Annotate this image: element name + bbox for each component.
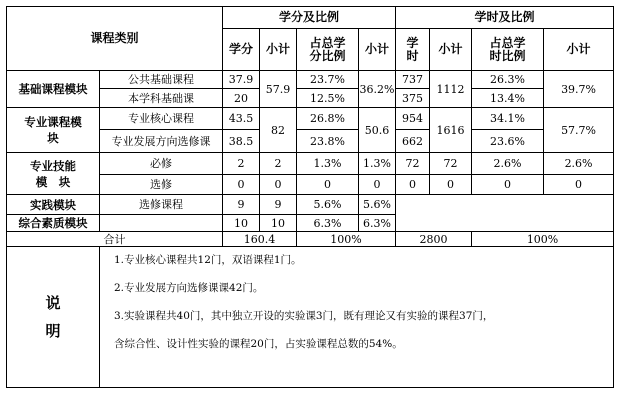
note-line: 含综合性、设计性实验的课程20门，占实验课程总数的54%。 (114, 338, 403, 350)
credit-cell: 37.9 (223, 71, 260, 89)
header-hour-group: 学时及比例 (396, 7, 614, 29)
hours-cell: 662 (396, 130, 430, 153)
course-name: 本学科基础课 (100, 89, 223, 108)
credit-ratio-subtotal-cell: 36.2% (359, 71, 396, 108)
header-credit-ratio-subtotal: 小计 (359, 29, 396, 71)
table-row (7, 71, 614, 89)
hours-subtotal-cell: 72 (430, 153, 472, 175)
hours-cell: 72 (396, 153, 430, 175)
total-label: 合计 (7, 232, 223, 247)
header-credit-subtotal: 小计 (260, 29, 297, 71)
credit-subtotal-cell: 2 (260, 153, 297, 175)
course-name: 选修课程 (100, 195, 223, 215)
credit-cell: 43.5 (223, 108, 260, 130)
note-line: 1.专业核心课程共12门，双语课程1门。 (114, 254, 302, 266)
course-name: 公共基础课程 (100, 71, 223, 89)
module-skill: 专业技能 模 块 (7, 153, 100, 195)
hour-ratio-cell: 2.6% (472, 153, 544, 175)
hours-cell: 0 (396, 175, 430, 195)
credit-ratio-subtotal-cell: 6.3% (359, 215, 396, 232)
credit-ratio-subtotal-cell: 0 (359, 175, 396, 195)
total-hours: 2800 (396, 232, 472, 247)
credit-ratio-cell: 6.3% (297, 215, 359, 232)
total-row (7, 232, 614, 247)
total-credit-ratio: 100% (297, 232, 396, 247)
credit-subtotal-cell: 0 (260, 175, 297, 195)
module-practice: 实践模块 (7, 195, 100, 215)
credit-cell: 0 (223, 175, 260, 195)
credit-cell: 2 (223, 153, 260, 175)
credit-ratio-subtotal-cell: 5.6% (359, 195, 396, 215)
credit-ratio-cell: 1.3% (297, 153, 359, 175)
curriculum-table (6, 6, 614, 388)
module-major: 专业课程模 块 (7, 108, 100, 153)
credit-ratio-cell: 26.8% (297, 108, 359, 130)
credit-ratio-cell: 12.5% (297, 89, 359, 108)
header-credit-ratio: 占总学 分比例 (297, 29, 359, 71)
credit-ratio-subtotal-cell: 1.3% (359, 153, 396, 175)
credit-subtotal-cell: 10 (260, 215, 297, 232)
hours-subtotal-cell: 0 (430, 175, 472, 195)
credit-subtotal-cell: 57.9 (260, 71, 297, 108)
credit-cell: 38.5 (223, 130, 260, 153)
notes-content (100, 247, 614, 388)
hour-ratio-subtotal-cell: 2.6% (544, 153, 614, 175)
header-credit: 学分 (223, 29, 260, 71)
notes-label: 说 明 (7, 247, 100, 388)
hours-cell: 737 (396, 71, 430, 89)
hour-ratio-cell: 23.6% (472, 130, 544, 153)
hour-ratio-cell: 34.1% (472, 108, 544, 130)
note-line: 2.专业发展方向选修课课42门。 (114, 282, 264, 294)
table-row (7, 108, 614, 130)
hours-subtotal-cell: 1616 (430, 108, 472, 153)
course-name: 必修 (100, 153, 223, 175)
course-name: 专业发展方向选修课 (100, 130, 223, 153)
credit-cell: 9 (223, 195, 260, 215)
course-name: 选修 (100, 175, 223, 195)
credit-ratio-cell: 23.7% (297, 71, 359, 89)
hour-ratio-subtotal-cell: 39.7% (544, 71, 614, 108)
hour-ratio-cell: 13.4% (472, 89, 544, 108)
header-hours-subtotal: 小计 (430, 29, 472, 71)
credit-cell: 20 (223, 89, 260, 108)
course-name: 专业核心课程 (100, 108, 223, 130)
module-basic: 基础课程模块 (7, 71, 100, 108)
hours-subtotal-cell: 1112 (430, 71, 472, 108)
empty-hours-block (396, 195, 614, 232)
credit-cell: 10 (223, 215, 260, 232)
header-course-category: 课程类别 (7, 7, 223, 71)
credit-ratio-cell: 5.6% (297, 195, 359, 215)
note-line: 3.实验课程共40门，其中独立开设的实验课3门，既有理论又有实验的课程37门， (114, 310, 494, 322)
hour-ratio-cell: 26.3% (472, 71, 544, 89)
header-hour-ratio-subtotal: 小计 (544, 29, 614, 71)
table-row (7, 195, 614, 215)
credit-subtotal-cell: 9 (260, 195, 297, 215)
credit-ratio-subtotal-cell: 50.6 (359, 108, 396, 153)
table-row (7, 153, 614, 175)
course-name-empty (100, 215, 223, 232)
total-hour-ratio: 100% (472, 232, 614, 247)
total-credit: 160.4 (223, 232, 297, 247)
header-hour-ratio: 占总学 时比例 (472, 29, 544, 71)
hours-cell: 954 (396, 108, 430, 130)
notes-row (7, 247, 614, 388)
hours-cell: 375 (396, 89, 430, 108)
hour-ratio-subtotal-cell: 57.7% (544, 108, 614, 153)
module-quality: 综合素质模块 (7, 215, 100, 232)
header-credit-group: 学分及比例 (223, 7, 396, 29)
header-hours: 学 时 (396, 29, 430, 71)
hour-ratio-subtotal-cell: 0 (544, 175, 614, 195)
credit-subtotal-cell: 82 (260, 108, 297, 153)
hour-ratio-cell: 0 (472, 175, 544, 195)
credit-ratio-cell: 0 (297, 175, 359, 195)
credit-ratio-cell: 23.8% (297, 130, 359, 153)
